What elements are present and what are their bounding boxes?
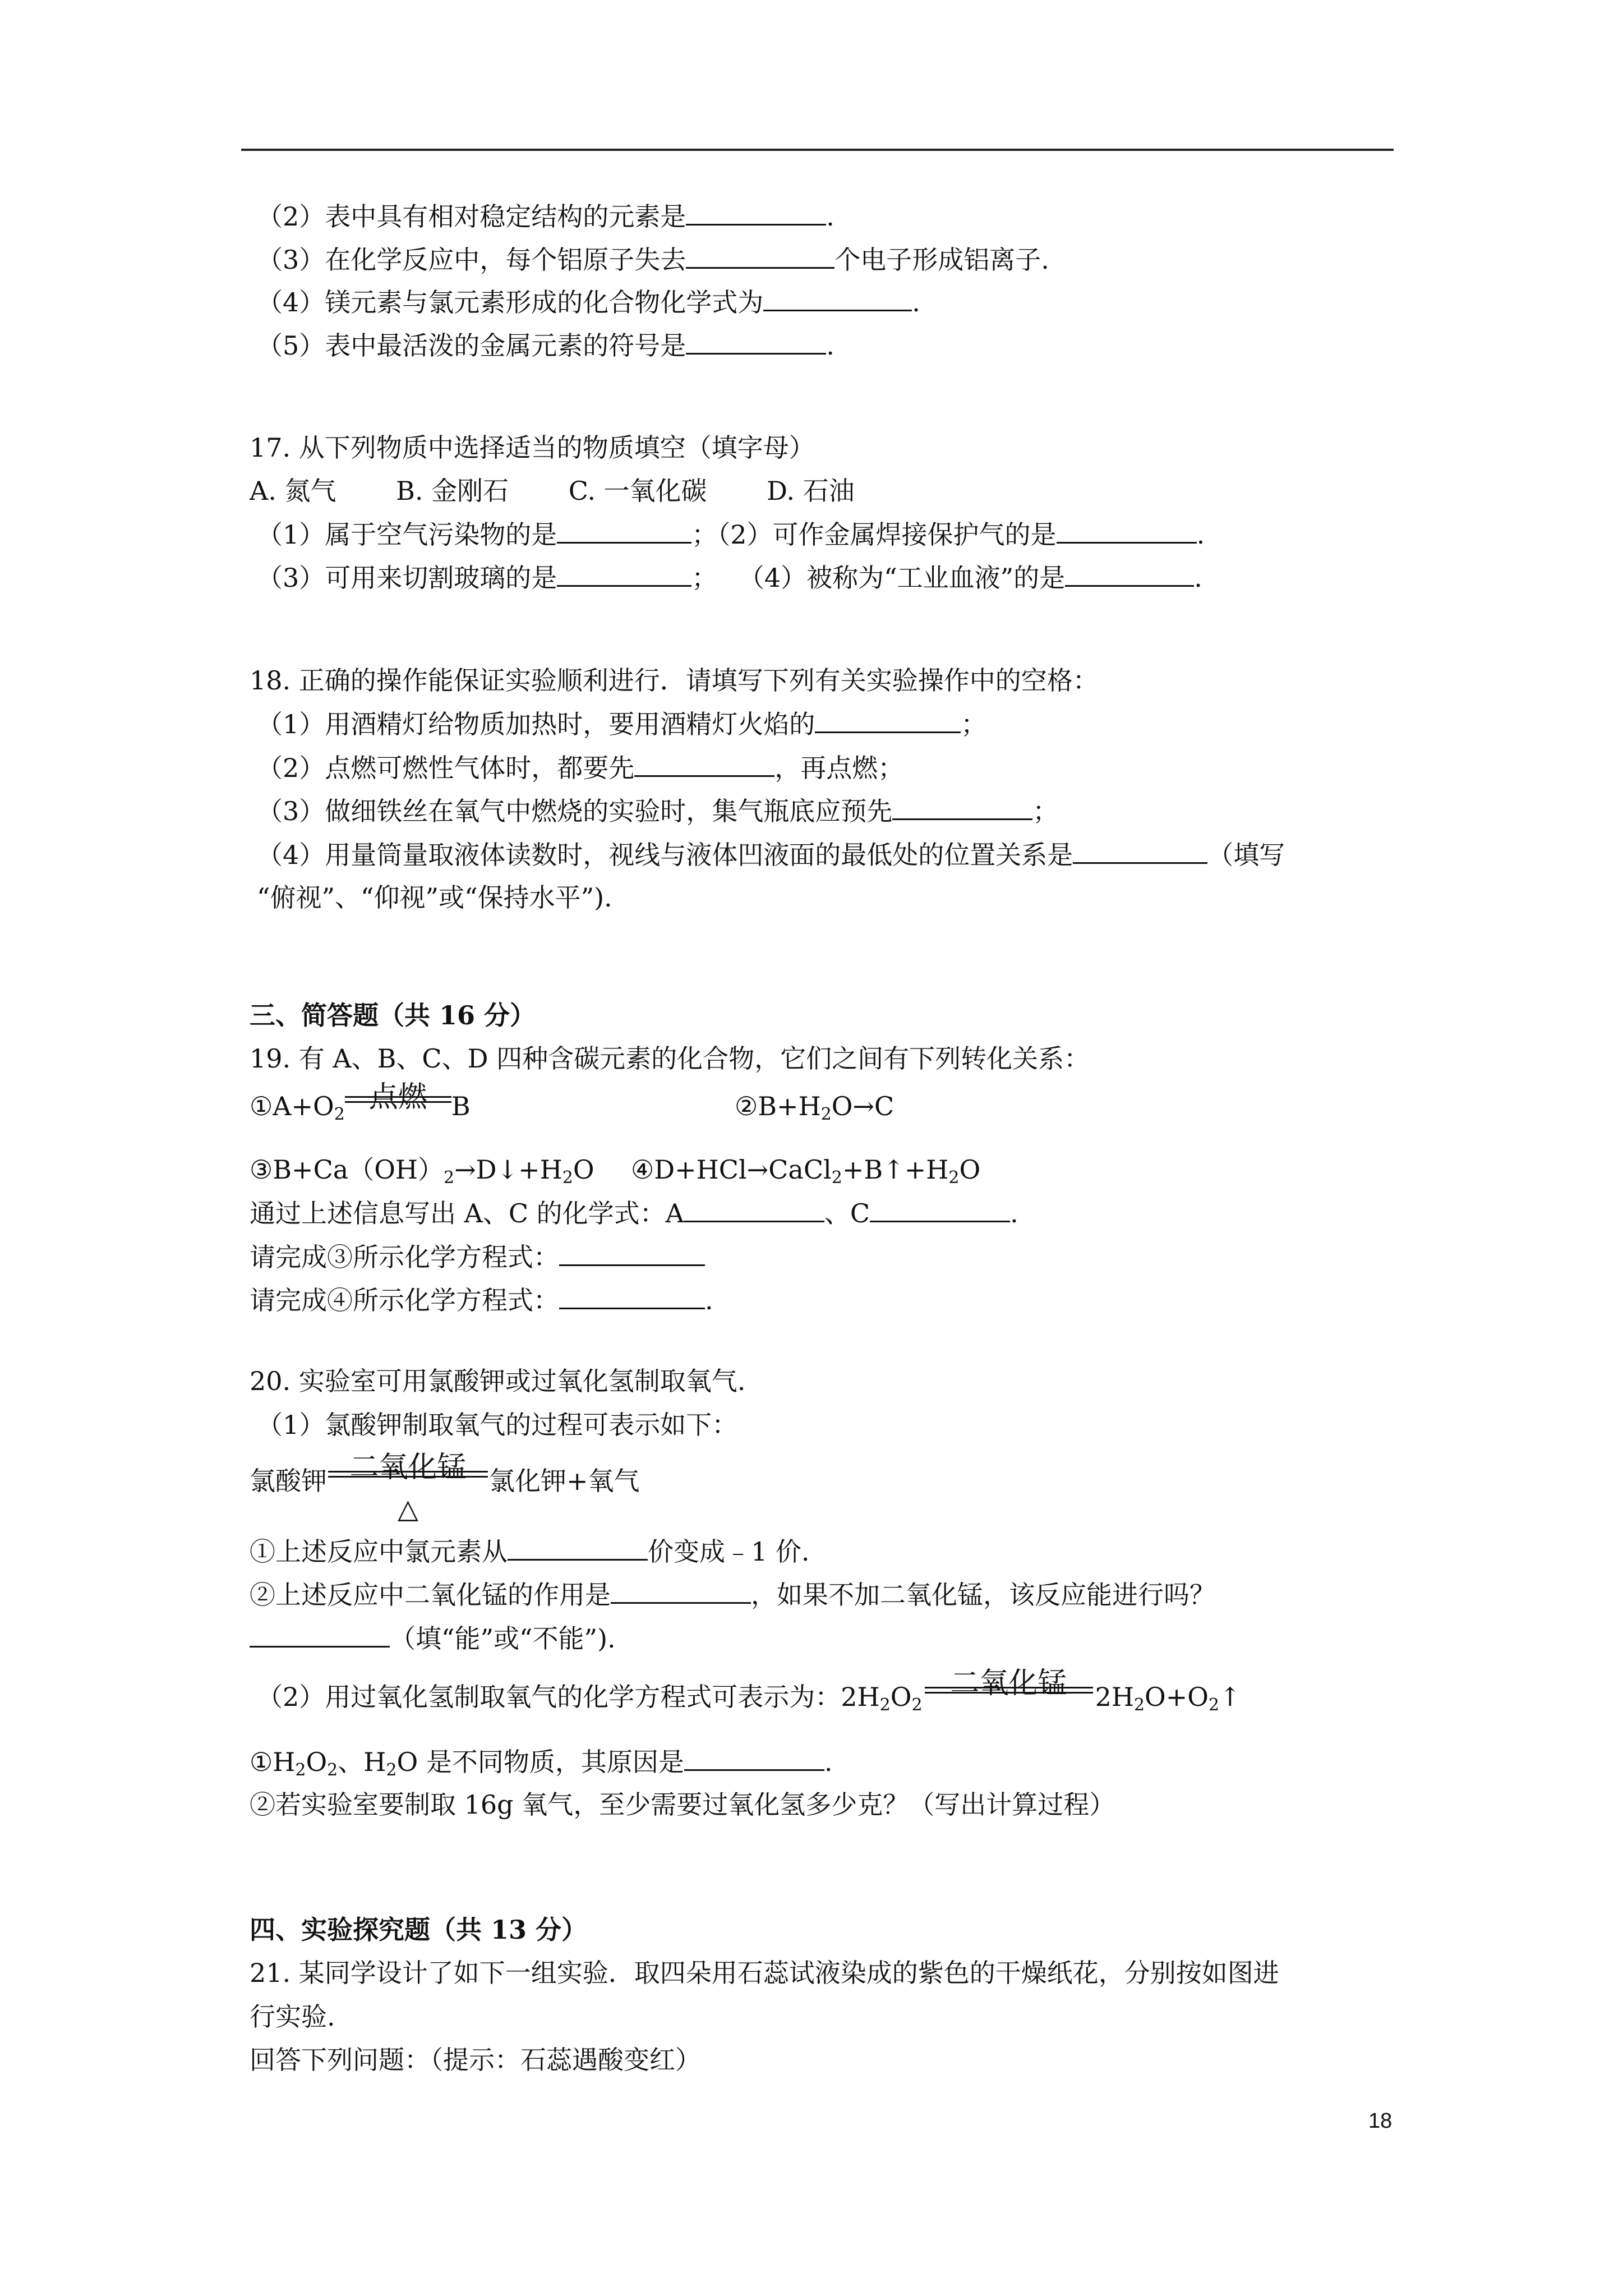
answer-blank[interactable] (684, 1745, 824, 1771)
q21-stem: 21. 某同学设计了如下一组实验．取四朵用石蕊试液染成的紫色的干燥纸花，分别按如图进 (250, 1958, 1279, 1988)
q20-part2: （2）用过氧化氢制取氧气的化学方程式可表示为：$2H_2O_2$ 二氧化锰 $2H_2O+O_2↑$ (257, 1667, 1241, 1715)
section-title: 三、简答题（共 16 分） (250, 1000, 536, 1030)
answer-blank[interactable] (686, 199, 826, 226)
q18-part1: （1）用酒精灯给物质加热时，要用酒精灯火焰的 ； (257, 707, 986, 741)
q17-options: A. 氮气 B. 金刚石 C. 一氧化碳 D. 石油 (250, 476, 855, 506)
answer-blank[interactable] (1065, 560, 1194, 587)
heat-symbol: △ (398, 1493, 418, 1525)
q18-part2: （2）点燃可燃性气体时，都要先 ，再点燃； (257, 751, 903, 785)
answer-blank[interactable] (815, 707, 961, 733)
answer-blank[interactable] (634, 751, 774, 777)
q19-reaction4: $④D+HCl\to CaCl_2+B↑+H_2O$ (631, 1154, 981, 1188)
q16-part2: （2）表中具有相对稳定结构的元素是 . (257, 199, 834, 233)
q20-sub4: $①H_2O_2$、$H_2O$ 是不同物质，其原因是 . (250, 1745, 832, 1787)
q20-stem: 20. 实验室可用氯酸钾或过氧化氢制取氧气. (250, 1366, 746, 1396)
q19-reaction2: $②B+H_2O\to C$ (735, 1091, 895, 1124)
q20-equation1: 氯酸钾 二氧化锰 △ 氯化钾+氧气 (250, 1451, 640, 1525)
answer-blank[interactable] (559, 1283, 705, 1309)
q18-part4-cont: “俯视”、“仰视”或“保持水平”). (257, 882, 612, 913)
answer-blank[interactable] (1073, 838, 1207, 864)
q16-part4: （4）镁元素与氯元素形成的化合物化学式为 . (257, 285, 920, 319)
header-rule (241, 149, 1394, 151)
answer-blank[interactable] (611, 1577, 751, 1604)
answer-blank[interactable] (870, 1196, 1010, 1222)
q18-part3: （3）做细铁丝在氧气中燃烧的实验时，集气瓶底应预先 ； (257, 794, 1058, 828)
q17-stem: 17. 从下列物质中选择适当的物质填空（填字母） (250, 432, 815, 463)
page-number: 18 (1368, 2109, 1393, 2133)
answer-blank[interactable] (763, 285, 912, 311)
reaction-condition: 点燃 (368, 1080, 427, 1114)
answer-blank[interactable] (684, 1196, 824, 1222)
reaction-condition: 二氧化锰 (950, 1667, 1067, 1700)
q20-sub5: ②若实验室要制取 16g 氧气，至少需要过氧化氢多少克？（写出计算过程） (250, 1789, 1115, 1820)
q20-sub1: ①上述反应中氯元素从 价变成﹣1 价. (250, 1534, 810, 1568)
q20-sub2: ②上述反应中二氧化锰的作用是 ，如果不加二氧化锰，该反应能进行吗？ (250, 1577, 1215, 1612)
q19-line3: 请完成④所示化学方程式： . (250, 1283, 713, 1317)
answer-blank[interactable] (686, 328, 826, 355)
answer-blank[interactable] (892, 794, 1032, 820)
q19-reaction3: $③B+Ca(OH)_2\to D↓+H_2O$ (250, 1154, 594, 1188)
q20-sub3: （填“能”或“不能”). (250, 1621, 616, 1655)
q21-stem-cont: 行实验. (250, 2001, 335, 2032)
q19-line2: 请完成③所示化学方程式： (250, 1240, 705, 1274)
q18-stem: 18. 正确的操作能保证实验顺利进行．请填写下列有关实验操作中的空格： (250, 665, 1099, 696)
q21-hint: 回答下列问题：（提示：石蕊遇酸变红） (250, 2045, 701, 2075)
q17-line1: （1）属于空气污染物的是 ；（2）可作金属焊接保护气的是 . (257, 517, 1205, 551)
reaction-condition: 二氧化锰 (349, 1451, 467, 1484)
answer-blank[interactable] (557, 560, 691, 587)
answer-blank[interactable] (559, 1240, 705, 1266)
answer-blank[interactable] (508, 1534, 648, 1561)
answer-blank[interactable] (1057, 517, 1197, 544)
q19-stem: 19. 有 A、B、C、D 四种含碳元素的化合物，它们之间有下列转化关系： (250, 1043, 1090, 1074)
q18-part4: （4）用量筒量取液体读数时，视线与液体凹液面的最低处的位置关系是 （填写 (257, 838, 1285, 872)
q16-part3: （3）在化学反应中，每个铝原子失去 个电子形成铝离子. (257, 242, 1049, 277)
q16-part5: （5）表中最活泼的金属元素的符号是 . (257, 328, 834, 362)
q20-part1: （1）氯酸钾制取氧气的过程可表示如下： (257, 1410, 738, 1440)
q19-line1: 通过上述信息写出 A、C 的化学式：A 、C . (250, 1196, 1018, 1230)
q19-reaction1: $①A+O_2$ 点燃 B (250, 1080, 471, 1124)
answer-blank[interactable] (250, 1621, 390, 1648)
section-title: 四、实验探究题（共 13 分） (250, 1915, 588, 1945)
answer-blank[interactable] (686, 242, 834, 269)
q17-line2: （3）可用来切割玻璃的是 ； （4）被称为“工业血液”的是 . (257, 560, 1202, 595)
answer-blank[interactable] (557, 517, 691, 544)
